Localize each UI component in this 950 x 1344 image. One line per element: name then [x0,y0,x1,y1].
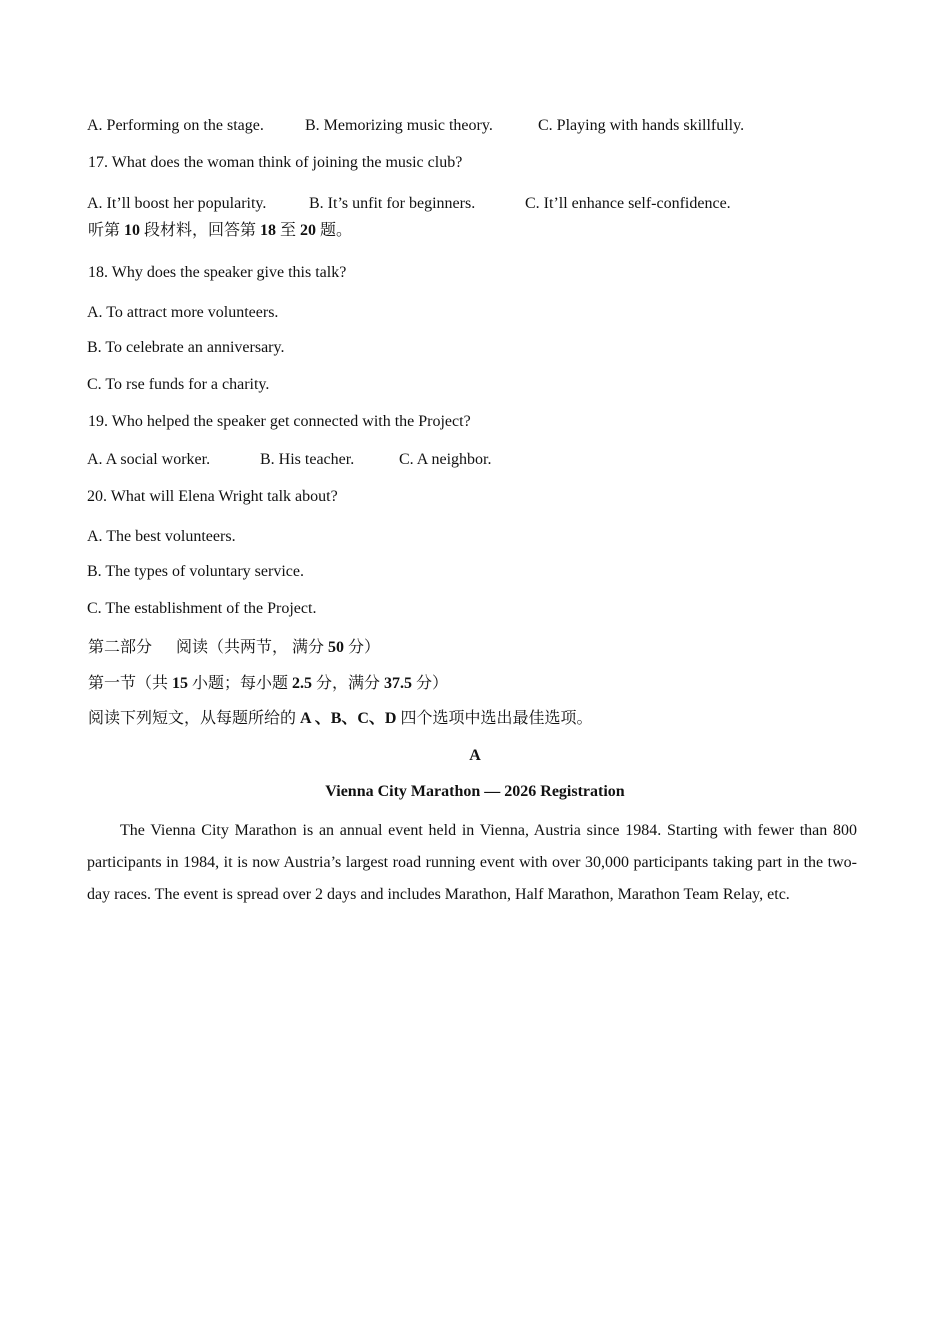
q20-option-b: B. The types of voluntary service. [87,563,304,580]
q20-option-a: A. The best volunteers. [87,528,236,545]
q19-option-b: B. His teacher. [260,451,355,468]
q19-option-c: C. A neighbor. [399,451,492,468]
q17-question: 17. What does the woman think of joining the music club? [88,154,463,171]
passage-label: A [469,747,481,764]
q20-question: 20. What will Elena Wright talk about? [87,488,338,505]
q16-option-b: B. Memorizing music theory. [305,117,493,134]
q16-option-a: A. Performing on the stage. [87,117,264,134]
q17-option-c: C. It’ll enhance self-confidence. [525,195,731,212]
passage-title: Vienna City Marathon — 2026 Registration [325,783,625,800]
q20-option-c: C. The establishment of the Project. [87,600,317,617]
q17-option-b: B. It’s unfit for beginners. [309,195,476,212]
passage-paragraph: The Vienna City Marathon is an annual event held in Vienna, Austria since 1984. Starting with fewer than 800 participants in 1984, it is now Austria’s largest road running event with over 30,000 participants taking part in the two-day races. The event is spread over 2 days and includes Marathon, Half Marathon, Marathon Team Relay, etc. [87,822,857,903]
q17-option-a: A. It’ll boost her popularity. [87,195,267,212]
q18-option-c: C. To rse funds for a charity. [87,376,270,393]
q19-question: 19. Who helped the speaker get connected with the Project? [88,413,471,430]
reading-instruction: 阅读下列短文，从每题所给的 A 、B、C、D 四个选项中选出最佳选项。 [88,710,593,727]
part-two-heading: 第二部分 阅读（共两节， 满分 50 分） [88,639,381,656]
passage-10-instruction: 听第 10 段材料，回答第 18 至 20 题。 [88,222,353,239]
q18-question: 18. Why does the speaker give this talk? [88,264,347,281]
q18-option-b: B. To celebrate an anniversary. [87,339,285,356]
q18-option-a: A. To attract more volunteers. [87,304,279,321]
q19-option-a: A. A social worker. [87,451,211,468]
q16-option-c: C. Playing with hands skillfully. [538,117,745,134]
section-one-heading: 第一节（共 15 小题；每小题 2.5 分，满分 37.5 分） [88,675,449,692]
